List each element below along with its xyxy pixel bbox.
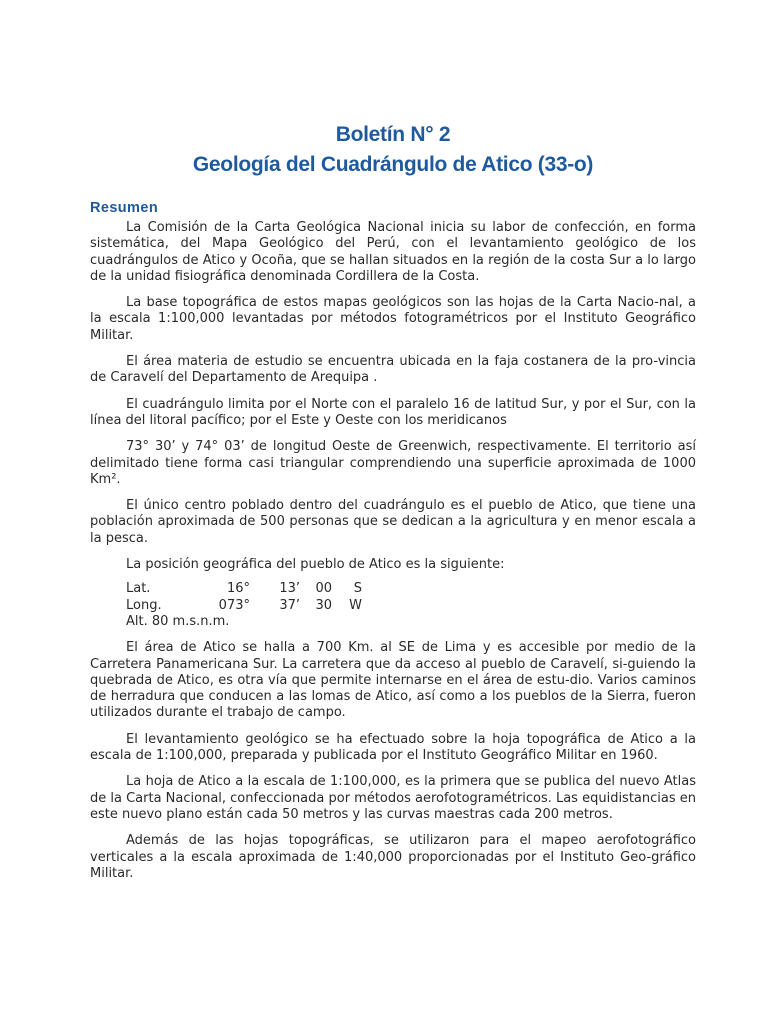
paragraph: La base topográfica de estos mapas geológicos son las hojas de la Carta Nacio-nal, a la escala 1:100,000 levantadas por métodos fotogramétricos por el Instituto Geográfico Militar. [90,295,696,343]
coord-minutes: 13’ [279,581,300,597]
paragraph: El área de Atico se halla a 700 Km. al SE de Lima y es accesible por medio de la Carretera Panamericana Sur. La carretera que da acceso al pueblo de Caravelí, si-guiendo la quebrada de Atico, es otra vía que permite internarse en el área de estu-dio. Varios caminos de herradura que conducen a las lomas de Atico, así como a los pueblos de la Sierra, fueron utilizados durante el trabajo de campo. [90,640,696,721]
latitude-row [126,581,696,597]
coord-seconds: 30 [315,597,332,613]
coordinates-block [126,581,696,630]
paragraph: La Comisión de la Carta Geológica Nacional inicia su labor de confección, en forma sistemática, del Mapa Geológico del Perú, con el levantamiento geológico de los cuadrángulos de Atico y Ocoña, que se hallan situados en la región de la costa Sur a lo largo de la unidad fisiográfica denominada Cordillera de la Costa. [90,220,696,284]
coord-hemisphere: W [349,597,362,613]
paragraph: Además de las hojas topográficas, se utilizaron para el mapeo aerofotográfico verticales a la escala aproximada de 1:40,000 proporcionadas por el Instituto Geo-gráfico Militar. [90,833,696,881]
coord-hemisphere: S [353,581,362,597]
paragraph: El único centro poblado dentro del cuadrángulo es el pueblo de Atico, que tiene una población aproximada de 500 personas que se dedican a la agricultura y en menor escala a la pesca. [90,498,696,546]
paragraph: La posición geográfica del pueblo de Atico es la siguiente: [126,557,505,573]
title-subject: Geología del Cuadrángulo de Atico (33-o) [192,153,594,176]
coord-minutes: 37’ [279,597,300,613]
paragraph: 73° 30’ y 74° 03’ de longitud Oeste de Greenwich, respectivamente. El territorio así delimitado tiene forma casi triangular comprendiendo una superficie aproximada de 1000 Km². [90,439,696,487]
title-bulletin: Boletín N° 2 [335,123,451,146]
altitude-row [126,614,696,630]
coord-degrees: 16° [226,581,250,597]
coord-degrees: 073° [218,597,250,613]
paragraph: El cuadrángulo limita por el Norte con el paralelo 16 de latitud Sur, y por el Sur, con la línea del litoral pacífico; por el Este y Oeste con los meridicanos [90,396,696,428]
paragraph: El área materia de estudio se encuentra ubicada en la faja costanera de la pro-vincia de Caravelí del Departamento de Arequipa . [90,354,696,386]
coord-seconds: 00 [315,581,332,597]
paragraph: El levantamiento geológico se ha efectuado sobre la hoja topográfica de Atico a la escala de 1:100,000, preparada y publicada por el Instituto Geográfico Militar en 1960. [90,731,696,764]
body-text [90,220,696,882]
document-page [90,120,696,892]
altitude-text: Alt. 80 m.s.n.m. [126,613,230,629]
coord-label: Long. [126,597,162,613]
longitude-row [126,598,696,614]
section-heading: Resumen [90,200,159,216]
paragraph: La hoja de Atico a la escala de 1:100,000, es la primera que se publica del nuevo Atlas de la Carta Nacional, confeccionada por métodos aerofotogramétricos. Las equidistancias en este nuevo plano están cada 50 metros y las curvas maestras cada 200 metros. [90,774,696,822]
coord-label: Lat. [126,581,151,597]
document-title [90,120,696,180]
